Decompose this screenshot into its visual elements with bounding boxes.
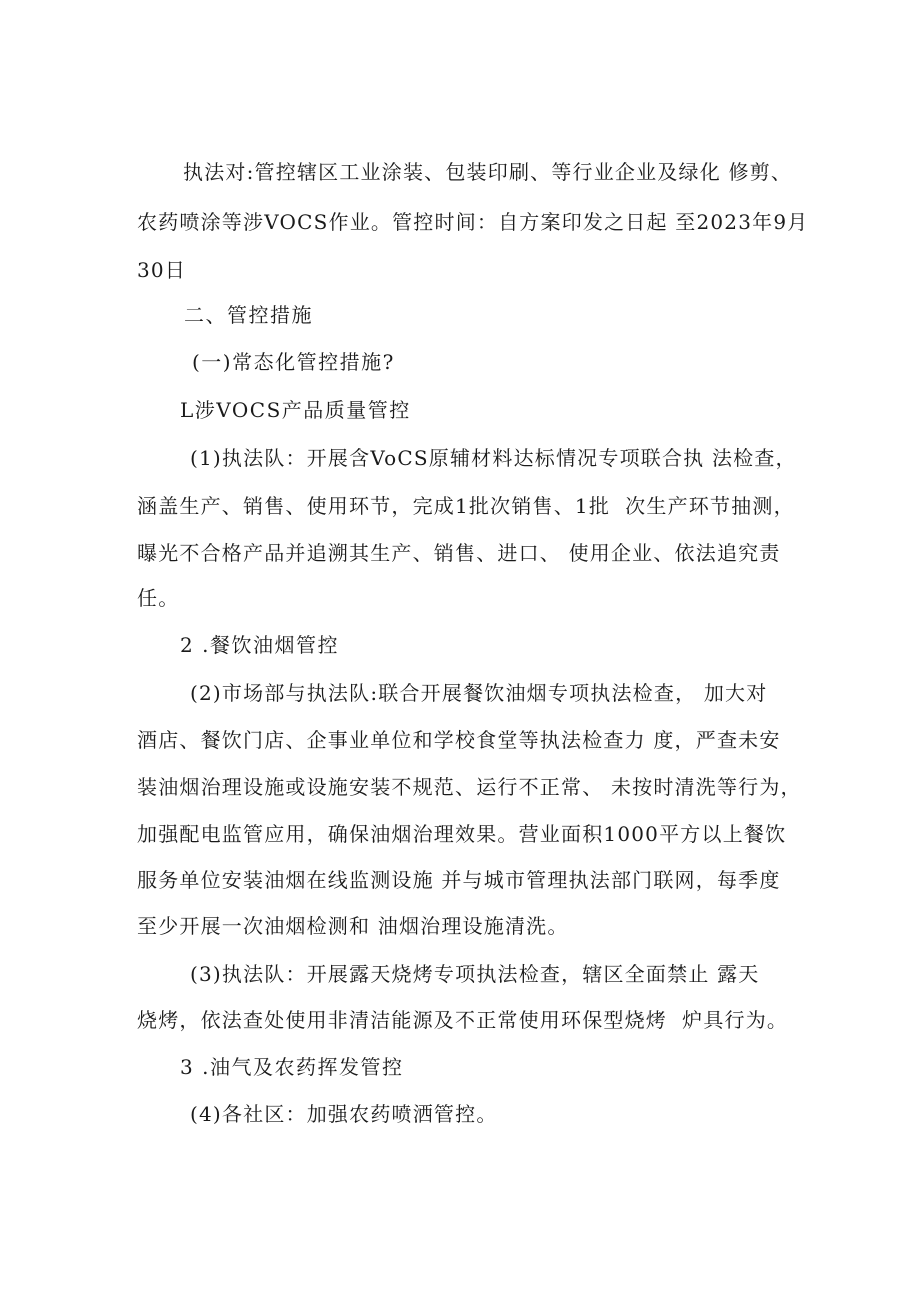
text-line: (1)执法队：开展含VoCS原辅材料达标情况专项联合执 法检查，	[190, 446, 797, 470]
text-line: 烧烤，依法查处使用非清洁能源及不正常使用环保型烧烤 炉具行为。	[137, 1008, 789, 1032]
text-line: 任。	[137, 586, 180, 610]
text-line: 涵盖生产、销售、使用环节，完成1批次销售、1批 次生产环节抽测，	[137, 494, 795, 518]
text-line: 农药喷涂等涉VOCS作业。管控时间：自方案印发之日起 至2023年9月	[137, 210, 809, 234]
text-line: 曝光不合格产品并追溯其生产、销售、进口、 使用企业、依法追究责	[137, 541, 781, 565]
subsection-heading: (一)常态化管控措施?	[192, 350, 395, 374]
text-line: (4)各社区：加强农药喷洒管控。	[190, 1102, 498, 1126]
text-line: (3)执法队：开展露天烧烤专项执法检查，辖区全面禁止 露天	[190, 962, 760, 986]
item-heading: 2 .餐饮油烟管控	[180, 633, 339, 657]
text-line: 执法对:管控辖区工业涂装、包装印刷、等行业企业及绿化 修剪、	[183, 160, 793, 184]
text-line: 酒店、餐饮门店、企事业单位和学校食堂等执法检查力 度，严查未安	[137, 728, 781, 752]
section-heading: 二、管控措施	[184, 303, 313, 327]
text-line: 加强配电监管应用，确保油烟治理效果。营业面积1000平方以上餐饮	[137, 822, 787, 846]
text-line: 30日	[137, 258, 187, 282]
text-line: (2)市场部与执法队:联合开展餐饮油烟专项执法检查， 加大对	[190, 681, 768, 705]
text-line: 服务单位安装油烟在线监测设施 并与城市管理执法部门联网，每季度	[137, 868, 781, 892]
item-heading: 3 .油气及农药挥发管控	[180, 1055, 404, 1079]
text-line: 装油烟治理设施或设施安装不规范、运行不正常、 未按时清洗等行为，	[137, 775, 802, 799]
item-heading: L涉VOCS产品质量管控	[180, 398, 411, 422]
text-line: 至少开展一次油烟检测和 油烟治理设施清洗。	[137, 914, 569, 938]
